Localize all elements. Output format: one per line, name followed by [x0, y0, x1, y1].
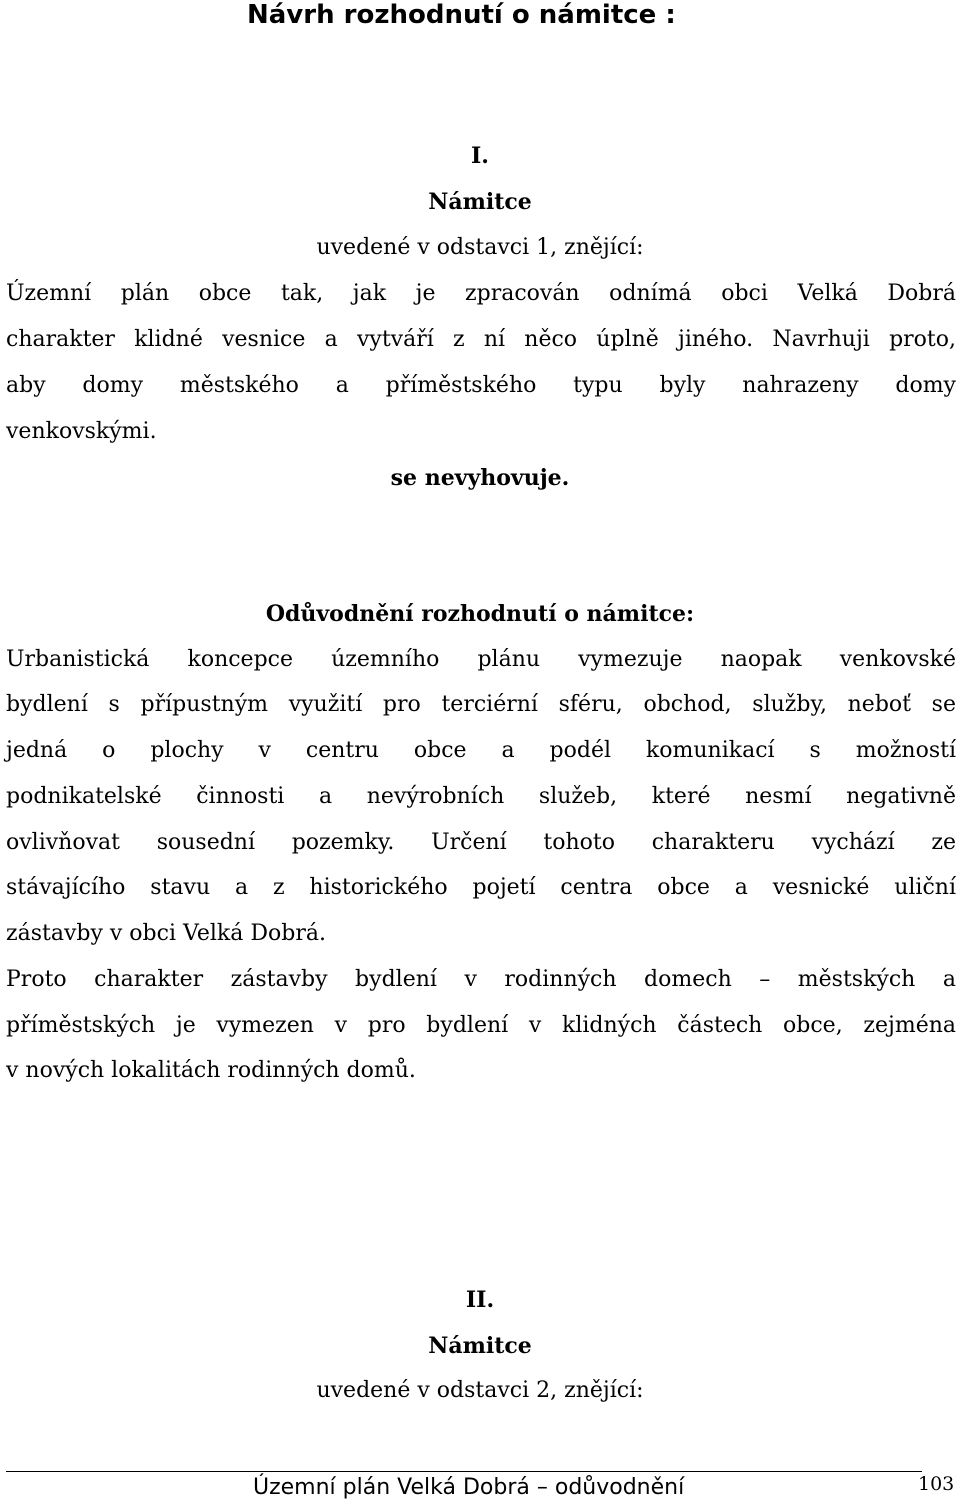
page-number: 103 [918, 1473, 955, 1495]
decision-text: se nevyhovuje. [390, 465, 570, 491]
footer-text: Územní plán Velká Dobrá – odůvodnění [253, 1475, 685, 1500]
justification-line: podnikatelské činnosti a nevýrobních služeb, které nesmí negativně [6, 784, 956, 809]
objection-line: venkovskými. [6, 419, 157, 444]
footer-rule [6, 1471, 922, 1472]
justification-line: stávajícího stavu a z historického pojetí centra obce a vesnické uliční [6, 875, 956, 900]
justification-line: bydlení s přípustným využití pro terciérní sféru, obchod, služby, neboť se [6, 692, 956, 717]
section-one-heading: Námitce [428, 189, 532, 215]
justification-heading: Odůvodnění rozhodnutí o námitce: [265, 601, 695, 627]
objection-line: Územní plán obce tak, jak je zpracován odnímá obci Velká Dobrá [6, 281, 956, 306]
document-top-title: Návrh rozhodnutí o námitce : [247, 0, 676, 30]
justification-line: jedná o plochy v centru obce a podél komunikací s možností [6, 738, 956, 763]
justification-line: ovlivňovat sousední pozemky. Určení tohoto charakteru vychází ze [6, 830, 956, 855]
justification-line: Proto charakter zástavby bydlení v rodinných domech – městských a [6, 967, 956, 992]
justification-line: v nových lokalitách rodinných domů. [6, 1058, 416, 1083]
section-two-heading: Námitce [428, 1333, 532, 1359]
objection-line: charakter klidné vesnice a vytváří z ní něco úplně jiného. Navrhuji proto, [6, 327, 956, 352]
section-one-roman-numeral: I. [471, 143, 489, 169]
section-two-roman-numeral: II. [465, 1287, 495, 1313]
justification-line: příměstských je vymezen v pro bydlení v klidných částech obce, zejména [6, 1013, 956, 1038]
justification-line: zástavby v obci Velká Dobrá. [6, 921, 326, 946]
section-one-subheading: uvedené v odstavci 1, znějící: [316, 235, 644, 260]
objection-line: aby domy městského a příměstského typu byly nahrazeny domy [6, 373, 956, 398]
justification-line: Urbanistická koncepce územního plánu vymezuje naopak venkovské [6, 647, 956, 672]
section-two-subheading: uvedené v odstavci 2, znějící: [316, 1378, 644, 1403]
